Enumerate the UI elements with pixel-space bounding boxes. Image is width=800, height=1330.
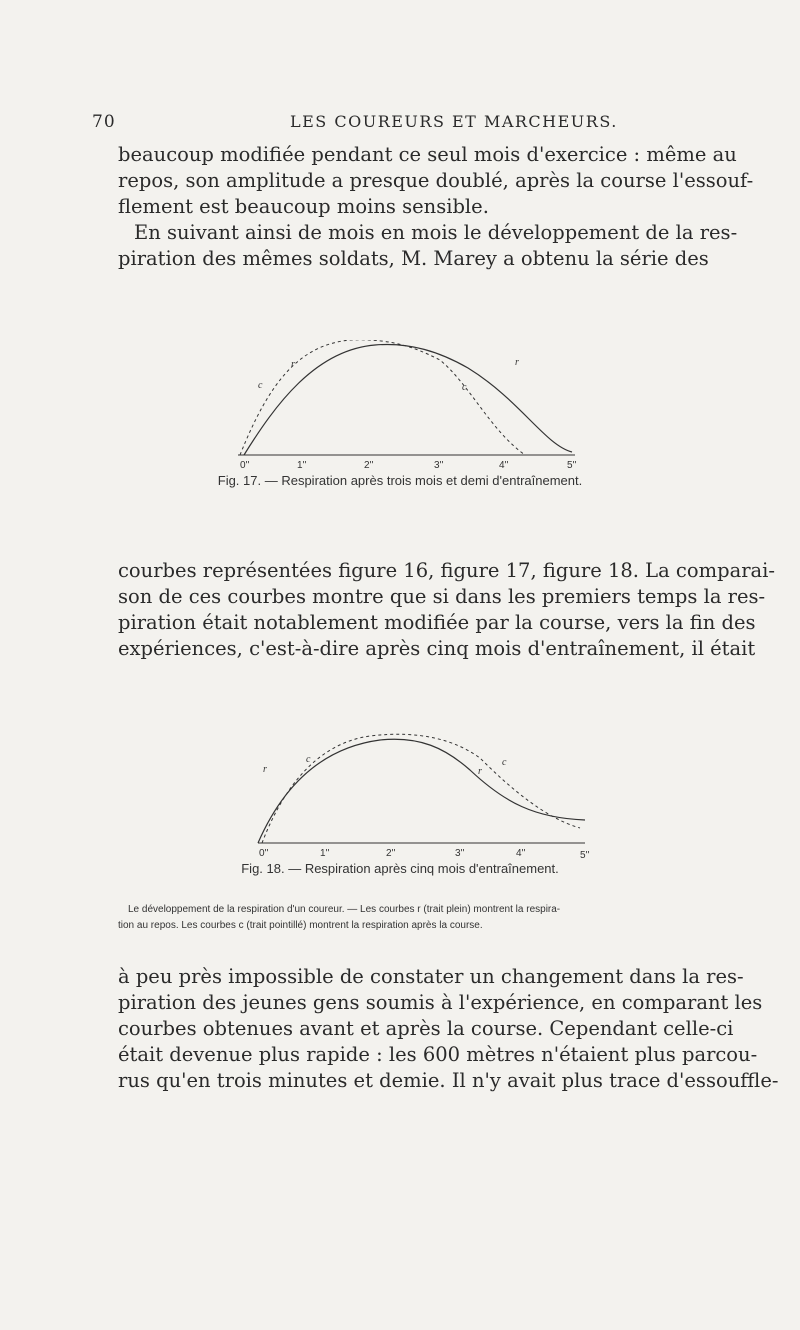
curve-label-r: r	[515, 357, 519, 368]
tick-label: 1''	[297, 460, 307, 471]
curve-label-c: c	[462, 382, 467, 393]
paragraph-3	[118, 964, 779, 1094]
text-line: beaucoup modifiée pendant ce seul mois d'exercice : même au	[118, 143, 737, 166]
paragraph-1	[118, 142, 754, 272]
tick-label: 5''	[580, 850, 590, 861]
tick-label: 3''	[455, 848, 465, 859]
tick-label: 1''	[320, 848, 330, 859]
tick-label: 0''	[240, 460, 250, 471]
curve-c-dotted	[240, 340, 525, 455]
tick-label: 4''	[499, 460, 509, 471]
curve-label-r: r	[263, 764, 267, 775]
curve-c-dotted	[262, 734, 580, 843]
figure-18-plot	[0, 728, 800, 908]
tick-label: 5''	[567, 460, 577, 471]
tick-label: 0''	[259, 848, 269, 859]
running-title: LES COUREURS ET MARCHEURS.	[290, 112, 618, 131]
text-line: flement est beaucoup moins sensible.	[118, 195, 489, 218]
curve-label-r: r	[478, 766, 482, 777]
curve-label-c: c	[502, 757, 507, 768]
tick-label: 2''	[364, 460, 374, 471]
text-line: rus qu'en trois minutes et demie. Il n'y avait plus trace d'essouffle-	[118, 1069, 779, 1092]
text-line: En suivant ainsi de mois en mois le développement de la res-	[134, 221, 738, 244]
page-number: 70	[92, 112, 116, 132]
text-line: courbes représentées figure 16, figure 17, figure 18. La comparai-	[118, 559, 775, 582]
text-line: piration des jeunes gens soumis à l'expérience, en comparant les	[118, 991, 763, 1014]
tick-label: 3''	[434, 460, 444, 471]
text-line: piration des mêmes soldats, M. Marey a obtenu la série des	[118, 247, 709, 270]
text-line: repos, son amplitude a presque doublé, après la course l'essouf-	[118, 169, 754, 192]
figure-17-caption: Fig. 17. — Respiration après trois mois et demi d'entraînement.	[217, 473, 583, 488]
tick-label: 4''	[516, 848, 526, 859]
curve-label-c: c	[258, 380, 263, 391]
text-line: piration était notablement modifiée par la course, vers la fin des	[118, 611, 756, 634]
text-line: à peu près impossible de constater un changement dans la res-	[118, 965, 744, 988]
curve-label-r: r	[291, 359, 295, 370]
text-line: courbes obtenues avant et après la course. Cependant celle-ci	[118, 1017, 734, 1040]
figure-18-caption: Fig. 18. — Respiration après cinq mois d'entraînement.	[241, 861, 559, 876]
figure-18	[0, 728, 800, 908]
note-line: tion au repos. Les courbes c (trait pointillé) montrent la respiration après la course.	[118, 920, 483, 931]
figure-note	[118, 902, 710, 934]
text-line: son de ces courbes montre que si dans les premiers temps la res-	[118, 585, 766, 608]
page-header	[0, 112, 800, 138]
note-line: Le développement de la respiration d'un coureur. — Les courbes r (trait plein) montrent la respira-	[128, 904, 561, 915]
tick-label: 2''	[386, 848, 396, 859]
text-line: était devenue plus rapide : les 600 mètres n'étaient plus parcou-	[118, 1043, 758, 1066]
text-line: expériences, c'est-à-dire après cinq mois d'entraînement, il était	[118, 637, 756, 660]
curve-label-c: c	[306, 754, 311, 765]
figure-17	[0, 340, 800, 540]
figure-17-plot	[0, 340, 800, 540]
paragraph-2	[118, 558, 775, 662]
